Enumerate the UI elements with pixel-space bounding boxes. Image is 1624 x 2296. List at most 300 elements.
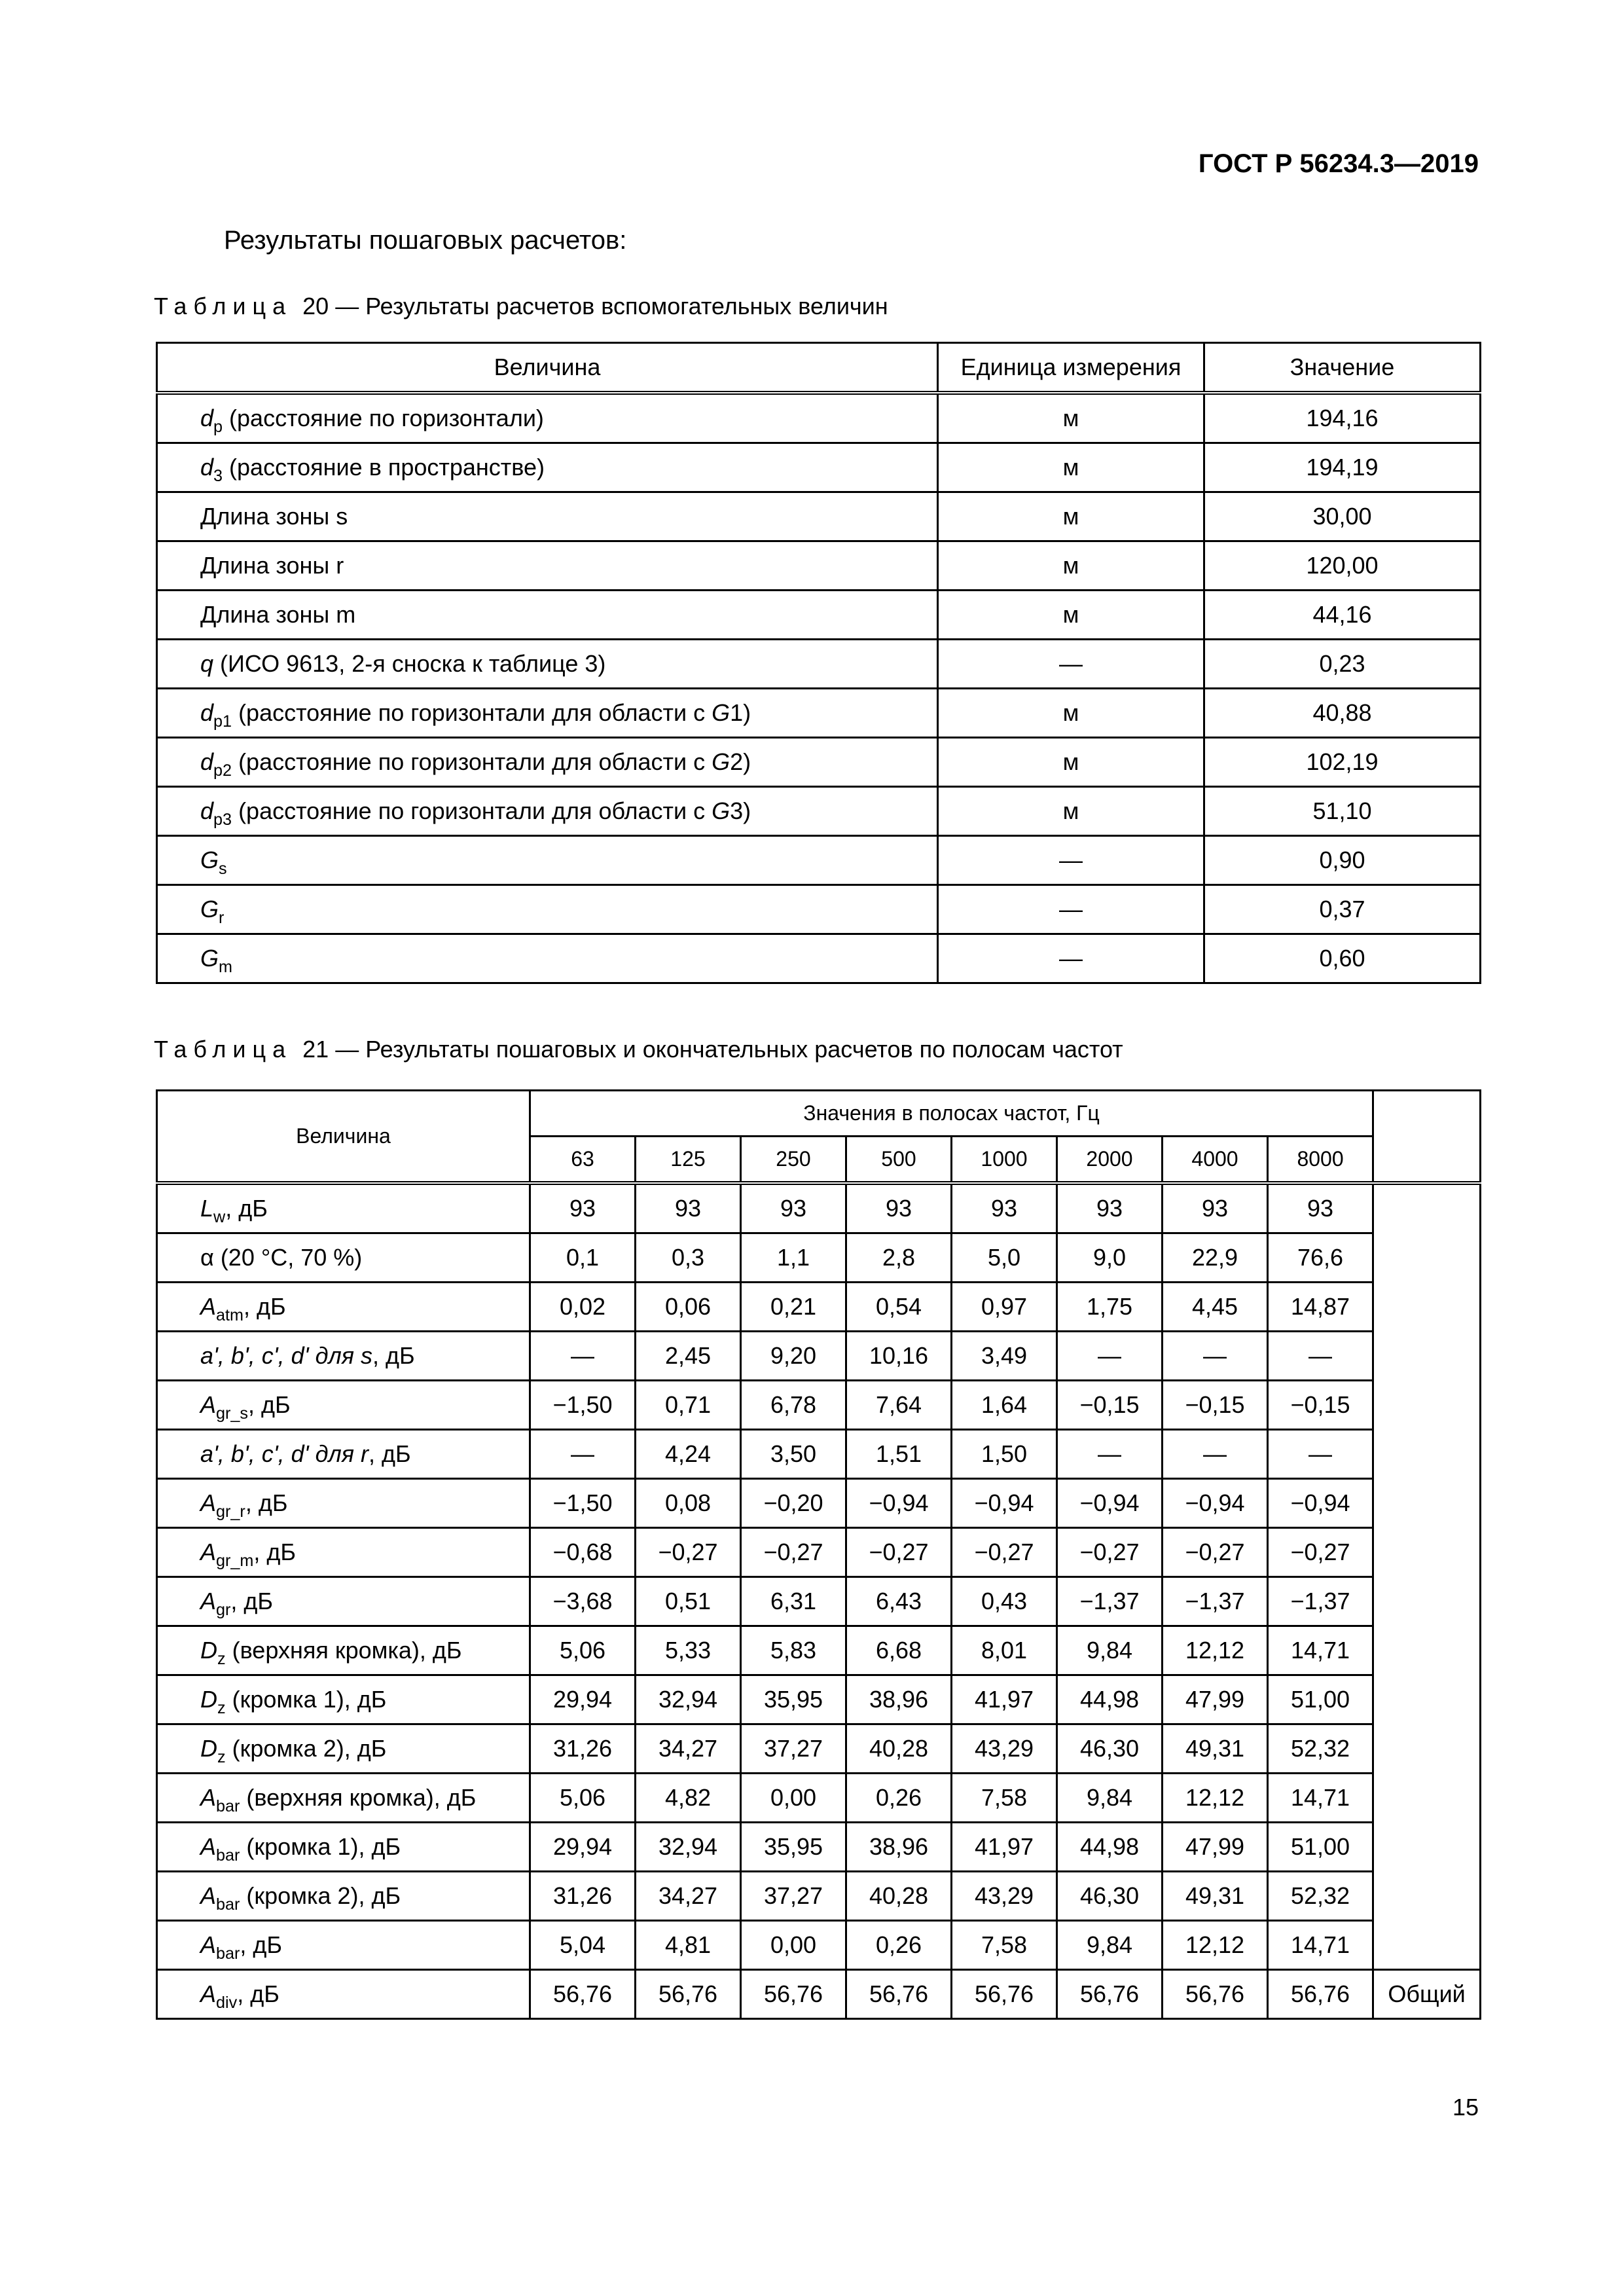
quantity-symbol: L bbox=[200, 1195, 214, 1222]
unit-cell: м bbox=[938, 492, 1204, 541]
quantity-subscript: p3 bbox=[213, 810, 232, 829]
quantity-cell bbox=[157, 1183, 530, 1233]
value-cell: 8,01 bbox=[952, 1626, 1057, 1675]
value-cell: 44,98 bbox=[1057, 1675, 1163, 1724]
value-cell: −0,27 bbox=[636, 1528, 741, 1577]
quantity-text: , дБ bbox=[372, 1342, 415, 1369]
value-cell: 1,64 bbox=[952, 1381, 1057, 1430]
value-cell: −0,15 bbox=[1057, 1381, 1163, 1430]
table-20-caption bbox=[154, 293, 888, 320]
quantity-cell bbox=[157, 443, 938, 492]
quantity-symbol: G bbox=[200, 945, 219, 972]
caption-text: 21 — Результаты пошаговых и окончательных расчетов по полосам частот bbox=[302, 1036, 1123, 1063]
unit-cell: — bbox=[938, 885, 1204, 934]
value-cell: −0,94 bbox=[952, 1479, 1057, 1528]
value-cell: 43,29 bbox=[952, 1872, 1057, 1921]
value-cell: −0,27 bbox=[846, 1528, 952, 1577]
value-cell: 0,54 bbox=[846, 1283, 952, 1332]
band-header-8000: 8000 bbox=[1268, 1137, 1373, 1184]
quantity-cell bbox=[157, 689, 938, 738]
table-row bbox=[157, 541, 1481, 591]
value-cell: 6,31 bbox=[741, 1577, 846, 1626]
value-cell: 194,19 bbox=[1204, 443, 1481, 492]
value-cell: 56,76 bbox=[952, 1970, 1057, 2019]
column-header: Величина bbox=[157, 343, 938, 393]
quantity-cell bbox=[157, 1823, 530, 1872]
value-cell: 0,90 bbox=[1204, 836, 1481, 885]
unit-cell: — bbox=[938, 640, 1204, 689]
value-cell: — bbox=[1057, 1332, 1163, 1381]
value-cell: 93 bbox=[1057, 1183, 1163, 1233]
quantity-text: Длина зоны r bbox=[200, 552, 344, 579]
value-cell: 93 bbox=[1163, 1183, 1268, 1233]
value-cell: 51,00 bbox=[1268, 1823, 1373, 1872]
page-number: 15 bbox=[1452, 2094, 1479, 2121]
value-cell: 43,29 bbox=[952, 1724, 1057, 1774]
quantity-cell bbox=[157, 393, 938, 443]
value-cell: 44,16 bbox=[1204, 591, 1481, 640]
value-cell: 5,06 bbox=[530, 1626, 636, 1675]
value-cell: 7,64 bbox=[846, 1381, 952, 1430]
table-row bbox=[157, 1283, 1481, 1332]
value-cell: 46,30 bbox=[1057, 1872, 1163, 1921]
value-cell: 0,43 bbox=[952, 1577, 1057, 1626]
value-cell: 5,06 bbox=[530, 1774, 636, 1823]
value-cell: 3,49 bbox=[952, 1332, 1057, 1381]
value-cell: 56,76 bbox=[1057, 1970, 1163, 2019]
quantity-subscript: r bbox=[219, 908, 225, 927]
table-row bbox=[157, 689, 1481, 738]
value-cell: 14,71 bbox=[1268, 1921, 1373, 1970]
quantity-symbol: q bbox=[200, 650, 214, 677]
value-cell: −0,94 bbox=[1163, 1479, 1268, 1528]
value-cell: 56,76 bbox=[741, 1970, 846, 2019]
quantity-text: 2) bbox=[730, 748, 751, 775]
quantity-symbol: A bbox=[200, 1489, 217, 1516]
value-cell: 56,76 bbox=[636, 1970, 741, 2019]
value-cell: 31,26 bbox=[530, 1724, 636, 1774]
value-cell: 38,96 bbox=[846, 1675, 952, 1724]
quantity-cell bbox=[157, 738, 938, 787]
table-row bbox=[157, 1970, 1481, 2019]
value-cell: 5,33 bbox=[636, 1626, 741, 1675]
unit-cell: м bbox=[938, 541, 1204, 591]
quantity-symbol: A bbox=[200, 1980, 217, 2007]
value-cell: 0,02 bbox=[530, 1283, 636, 1332]
value-cell: 0,97 bbox=[952, 1283, 1057, 1332]
table-row bbox=[157, 1774, 1481, 1823]
value-cell: 0,51 bbox=[636, 1577, 741, 1626]
column-header: Величина bbox=[157, 1091, 530, 1184]
quantity-subscript: atm bbox=[216, 1305, 244, 1324]
table-row bbox=[157, 1724, 1481, 1774]
value-cell: −0,27 bbox=[741, 1528, 846, 1577]
total-cell bbox=[1373, 1724, 1481, 1774]
value-cell: 6,68 bbox=[846, 1626, 952, 1675]
value-cell: 120,00 bbox=[1204, 541, 1481, 591]
value-cell: −0,15 bbox=[1268, 1381, 1373, 1430]
quantity-text: , дБ bbox=[225, 1195, 268, 1222]
value-cell: −0,94 bbox=[1057, 1479, 1163, 1528]
value-cell: −1,37 bbox=[1163, 1577, 1268, 1626]
total-cell bbox=[1373, 1921, 1481, 1970]
value-cell: 7,58 bbox=[952, 1774, 1057, 1823]
total-cell bbox=[1373, 1479, 1481, 1528]
value-cell: 0,26 bbox=[846, 1921, 952, 1970]
band-header-2000: 2000 bbox=[1057, 1137, 1163, 1184]
value-cell: 93 bbox=[1268, 1183, 1373, 1233]
quantity-subscript: gr_r bbox=[216, 1502, 245, 1521]
quantity-cell bbox=[157, 591, 938, 640]
value-cell: 31,26 bbox=[530, 1872, 636, 1921]
quantity-subscript: bar bbox=[216, 1846, 240, 1865]
table-row bbox=[157, 738, 1481, 787]
quantity-text: 3) bbox=[730, 797, 751, 824]
value-cell: — bbox=[1268, 1430, 1373, 1479]
value-cell: 12,12 bbox=[1163, 1774, 1268, 1823]
value-cell: 0,23 bbox=[1204, 640, 1481, 689]
value-cell: 35,95 bbox=[741, 1823, 846, 1872]
table-21 bbox=[156, 1089, 1481, 2020]
value-cell: 93 bbox=[636, 1183, 741, 1233]
value-cell: 10,16 bbox=[846, 1332, 952, 1381]
value-cell: 41,97 bbox=[952, 1675, 1057, 1724]
table-label: Таблица bbox=[154, 293, 293, 319]
quantity-cell bbox=[157, 1233, 530, 1283]
value-cell: 49,31 bbox=[1163, 1724, 1268, 1774]
value-cell: 3,50 bbox=[741, 1430, 846, 1479]
table-20 bbox=[156, 342, 1481, 984]
value-cell: 2,8 bbox=[846, 1233, 952, 1283]
table-row bbox=[157, 1430, 1481, 1479]
quantity-symbol: d bbox=[200, 405, 214, 431]
quantity-cell bbox=[157, 1872, 530, 1921]
table-body bbox=[157, 393, 1481, 983]
total-cell bbox=[1373, 1872, 1481, 1921]
quantity-cell bbox=[157, 492, 938, 541]
quantity-cell bbox=[157, 1774, 530, 1823]
value-cell: 0,3 bbox=[636, 1233, 741, 1283]
value-cell: 93 bbox=[741, 1183, 846, 1233]
quantity-symbol: a', b', c', d' для r bbox=[200, 1440, 369, 1467]
value-cell: 29,94 bbox=[530, 1823, 636, 1872]
unit-cell: м bbox=[938, 738, 1204, 787]
quantity-symbol: A bbox=[200, 1391, 217, 1418]
quantity-cell bbox=[157, 1675, 530, 1724]
value-cell: 52,32 bbox=[1268, 1872, 1373, 1921]
value-cell: 93 bbox=[846, 1183, 952, 1233]
quantity-symbol: A bbox=[200, 1293, 217, 1320]
value-cell: — bbox=[1163, 1332, 1268, 1381]
caption-text: 20 — Результаты расчетов вспомогательных величин bbox=[302, 293, 888, 319]
quantity-symbol: G bbox=[712, 699, 731, 726]
quantity-text: (верхняя кромка), дБ bbox=[240, 1784, 477, 1811]
quantity-symbol: A bbox=[200, 1931, 217, 1958]
value-cell: 0,71 bbox=[636, 1381, 741, 1430]
value-cell: −1,37 bbox=[1057, 1577, 1163, 1626]
intro-text: Результаты пошаговых расчетов: bbox=[224, 226, 627, 255]
value-cell: 1,75 bbox=[1057, 1283, 1163, 1332]
quantity-cell bbox=[157, 836, 938, 885]
quantity-text: (кромка 1), дБ bbox=[240, 1833, 401, 1860]
total-cell: Общий bbox=[1373, 1970, 1481, 2019]
total-cell bbox=[1373, 1774, 1481, 1823]
total-cell bbox=[1373, 1283, 1481, 1332]
total-cell bbox=[1373, 1626, 1481, 1675]
value-cell: 44,98 bbox=[1057, 1823, 1163, 1872]
value-cell: 76,6 bbox=[1268, 1233, 1373, 1283]
band-header-500: 500 bbox=[846, 1137, 952, 1184]
column-header: Значение bbox=[1204, 343, 1481, 393]
quantity-symbol: G bbox=[200, 896, 219, 922]
value-cell: 0,60 bbox=[1204, 934, 1481, 983]
table-header-row bbox=[157, 1091, 1481, 1137]
value-cell: 47,99 bbox=[1163, 1675, 1268, 1724]
quantity-cell bbox=[157, 1528, 530, 1577]
quantity-subscript: m bbox=[219, 957, 232, 976]
value-cell: 32,94 bbox=[636, 1675, 741, 1724]
value-cell: 102,19 bbox=[1204, 738, 1481, 787]
value-cell: 1,51 bbox=[846, 1430, 952, 1479]
quantity-cell bbox=[157, 1577, 530, 1626]
value-cell: 51,00 bbox=[1268, 1675, 1373, 1724]
quantity-cell bbox=[157, 1381, 530, 1430]
quantity-text: (кромка 2), дБ bbox=[240, 1882, 401, 1909]
quantity-cell bbox=[157, 1626, 530, 1675]
value-cell: — bbox=[1268, 1332, 1373, 1381]
quantity-symbol: A bbox=[200, 1833, 217, 1860]
table-row bbox=[157, 1528, 1481, 1577]
unit-cell: м bbox=[938, 393, 1204, 443]
band-header-125: 125 bbox=[636, 1137, 741, 1184]
table-label: Таблица bbox=[154, 1036, 293, 1063]
value-cell: 12,12 bbox=[1163, 1921, 1268, 1970]
value-cell: 0,1 bbox=[530, 1233, 636, 1283]
quantity-subscript: gr_m bbox=[216, 1551, 254, 1570]
value-cell: 4,24 bbox=[636, 1430, 741, 1479]
table-row bbox=[157, 1577, 1481, 1626]
quantity-subscript: w bbox=[213, 1207, 226, 1226]
value-cell: 40,28 bbox=[846, 1724, 952, 1774]
quantity-text: (расстояние по горизонтали для области с bbox=[232, 699, 712, 726]
table-row bbox=[157, 1479, 1481, 1528]
value-cell: 0,00 bbox=[741, 1774, 846, 1823]
value-cell: 1,50 bbox=[952, 1430, 1057, 1479]
unit-cell: — bbox=[938, 836, 1204, 885]
band-header-63: 63 bbox=[530, 1137, 636, 1184]
quantity-subscript: s bbox=[219, 859, 227, 878]
quantity-symbol: G bbox=[712, 797, 731, 824]
quantity-cell bbox=[157, 1921, 530, 1970]
quantity-symbol: A bbox=[200, 1784, 217, 1811]
value-cell: 56,76 bbox=[846, 1970, 952, 2019]
quantity-cell bbox=[157, 1430, 530, 1479]
value-cell: −0,68 bbox=[530, 1528, 636, 1577]
value-cell: 6,43 bbox=[846, 1577, 952, 1626]
table-row bbox=[157, 492, 1481, 541]
total-cell bbox=[1373, 1823, 1481, 1872]
quantity-cell bbox=[157, 1283, 530, 1332]
table-row bbox=[157, 393, 1481, 443]
value-cell: 7,58 bbox=[952, 1921, 1057, 1970]
value-cell: 9,84 bbox=[1057, 1921, 1163, 1970]
value-cell: 0,00 bbox=[741, 1921, 846, 1970]
value-cell: 0,37 bbox=[1204, 885, 1481, 934]
total-cell bbox=[1373, 1430, 1481, 1479]
table-row bbox=[157, 836, 1481, 885]
quantity-text: , дБ bbox=[248, 1391, 291, 1418]
value-cell: 56,76 bbox=[1268, 1970, 1373, 2019]
table-row bbox=[157, 1921, 1481, 1970]
quantity-subscript: p bbox=[213, 417, 223, 436]
value-cell: 4,81 bbox=[636, 1921, 741, 1970]
value-cell: — bbox=[530, 1332, 636, 1381]
value-cell: 47,99 bbox=[1163, 1823, 1268, 1872]
value-cell: 5,0 bbox=[952, 1233, 1057, 1283]
value-cell: 34,27 bbox=[636, 1872, 741, 1921]
quantity-cell bbox=[157, 1332, 530, 1381]
total-cell bbox=[1373, 1675, 1481, 1724]
value-cell: 1,1 bbox=[741, 1233, 846, 1283]
value-cell: 0,06 bbox=[636, 1283, 741, 1332]
value-cell: 0,26 bbox=[846, 1774, 952, 1823]
unit-cell: м bbox=[938, 689, 1204, 738]
table-row bbox=[157, 591, 1481, 640]
quantity-subscript: 3 bbox=[213, 466, 223, 485]
band-header-250: 250 bbox=[741, 1137, 846, 1184]
quantity-subscript: bar bbox=[216, 1944, 240, 1963]
band-header-4000: 4000 bbox=[1163, 1137, 1268, 1184]
table-row bbox=[157, 1233, 1481, 1283]
value-cell: 9,84 bbox=[1057, 1626, 1163, 1675]
table-row bbox=[157, 1332, 1481, 1381]
value-cell: 0,21 bbox=[741, 1283, 846, 1332]
value-cell: 12,12 bbox=[1163, 1626, 1268, 1675]
quantity-symbol: A bbox=[200, 1882, 217, 1909]
quantity-symbol: a', b', c', d' для s bbox=[200, 1342, 373, 1369]
value-cell: 34,27 bbox=[636, 1724, 741, 1774]
quantity-symbol: d bbox=[200, 454, 214, 481]
quantity-symbol: d bbox=[200, 797, 214, 824]
quantity-symbol: d bbox=[200, 699, 214, 726]
value-cell: 35,95 bbox=[741, 1675, 846, 1724]
value-cell: 0,08 bbox=[636, 1479, 741, 1528]
value-cell: 194,16 bbox=[1204, 393, 1481, 443]
quantity-text: , дБ bbox=[245, 1489, 288, 1516]
total-cell bbox=[1373, 1183, 1481, 1233]
value-cell: −3,68 bbox=[530, 1577, 636, 1626]
quantity-cell bbox=[157, 1724, 530, 1774]
value-cell: 30,00 bbox=[1204, 492, 1481, 541]
value-cell: 14,71 bbox=[1268, 1626, 1373, 1675]
quantity-subscript: z bbox=[217, 1747, 226, 1766]
quantity-subscript: bar bbox=[216, 1895, 240, 1914]
value-cell: 56,76 bbox=[1163, 1970, 1268, 2019]
table-body bbox=[157, 1183, 1481, 2019]
table-row bbox=[157, 1183, 1481, 1233]
column-header: Единица измерения bbox=[938, 343, 1204, 393]
total-cell bbox=[1373, 1577, 1481, 1626]
table-row bbox=[157, 1381, 1481, 1430]
value-cell: 52,32 bbox=[1268, 1724, 1373, 1774]
value-cell: −0,27 bbox=[952, 1528, 1057, 1577]
document-id: ГОСТ Р 56234.3—2019 bbox=[1198, 149, 1479, 178]
value-cell: 32,94 bbox=[636, 1823, 741, 1872]
quantity-text: (кромка 2), дБ bbox=[225, 1735, 387, 1762]
quantity-symbol: D bbox=[200, 1735, 217, 1762]
value-cell: 4,45 bbox=[1163, 1283, 1268, 1332]
quantity-cell bbox=[157, 541, 938, 591]
quantity-text: (ИСО 9613, 2-я сноска к таблице 3) bbox=[213, 650, 606, 677]
value-cell: 22,9 bbox=[1163, 1233, 1268, 1283]
value-cell: −0,94 bbox=[1268, 1479, 1373, 1528]
quantity-text: (верхняя кромка), дБ bbox=[225, 1637, 462, 1664]
table-row bbox=[157, 1675, 1481, 1724]
table-21-caption bbox=[154, 1036, 1123, 1063]
value-cell: 9,84 bbox=[1057, 1774, 1163, 1823]
total-cell bbox=[1373, 1332, 1481, 1381]
quantity-text: , дБ bbox=[230, 1588, 274, 1614]
value-cell: 2,45 bbox=[636, 1332, 741, 1381]
quantity-symbol: A bbox=[200, 1539, 217, 1565]
value-cell: — bbox=[1163, 1430, 1268, 1479]
value-cell: −0,20 bbox=[741, 1479, 846, 1528]
unit-cell: м bbox=[938, 443, 1204, 492]
quantity-text: (расстояние по горизонтали) bbox=[223, 405, 544, 431]
value-cell: −0,27 bbox=[1163, 1528, 1268, 1577]
value-cell: 9,0 bbox=[1057, 1233, 1163, 1283]
value-cell: −0,27 bbox=[1268, 1528, 1373, 1577]
table-row bbox=[157, 1626, 1481, 1675]
value-cell: −0,27 bbox=[1057, 1528, 1163, 1577]
value-cell: 5,04 bbox=[530, 1921, 636, 1970]
quantity-cell bbox=[157, 640, 938, 689]
value-cell: 9,20 bbox=[741, 1332, 846, 1381]
quantity-cell bbox=[157, 934, 938, 983]
value-cell: −0,94 bbox=[846, 1479, 952, 1528]
quantity-subscript: gr bbox=[216, 1600, 231, 1619]
value-cell: — bbox=[1057, 1430, 1163, 1479]
quantity-symbol: A bbox=[200, 1588, 217, 1614]
value-cell: 93 bbox=[952, 1183, 1057, 1233]
quantity-subscript: z bbox=[217, 1649, 226, 1668]
value-cell: 51,10 bbox=[1204, 787, 1481, 836]
quantity-text: , дБ bbox=[244, 1293, 286, 1320]
total-cell bbox=[1373, 1381, 1481, 1430]
quantity-subscript: p2 bbox=[213, 761, 232, 780]
quantity-symbol: D bbox=[200, 1686, 217, 1713]
quantity-text: 1) bbox=[730, 699, 751, 726]
value-cell: 4,82 bbox=[636, 1774, 741, 1823]
value-cell: 6,78 bbox=[741, 1381, 846, 1430]
quantity-subscript: z bbox=[217, 1698, 226, 1717]
value-cell: 41,97 bbox=[952, 1823, 1057, 1872]
quantity-subscript: div bbox=[216, 1993, 238, 2012]
value-cell: — bbox=[530, 1430, 636, 1479]
value-cell: −1,37 bbox=[1268, 1577, 1373, 1626]
quantity-subscript: bar bbox=[216, 1796, 240, 1815]
quantity-symbol: D bbox=[200, 1637, 217, 1664]
column-group-header: Значения в полосах частот, Гц bbox=[530, 1091, 1373, 1137]
quantity-cell bbox=[157, 1479, 530, 1528]
value-cell: −0,15 bbox=[1163, 1381, 1268, 1430]
unit-cell: м bbox=[938, 787, 1204, 836]
quantity-text: (расстояние по горизонтали для области с bbox=[232, 797, 712, 824]
quantity-text: , дБ bbox=[369, 1440, 411, 1467]
quantity-text: (расстояние в пространстве) bbox=[223, 454, 545, 481]
value-cell: 5,83 bbox=[741, 1626, 846, 1675]
quantity-text: (кромка 1), дБ bbox=[225, 1686, 387, 1713]
